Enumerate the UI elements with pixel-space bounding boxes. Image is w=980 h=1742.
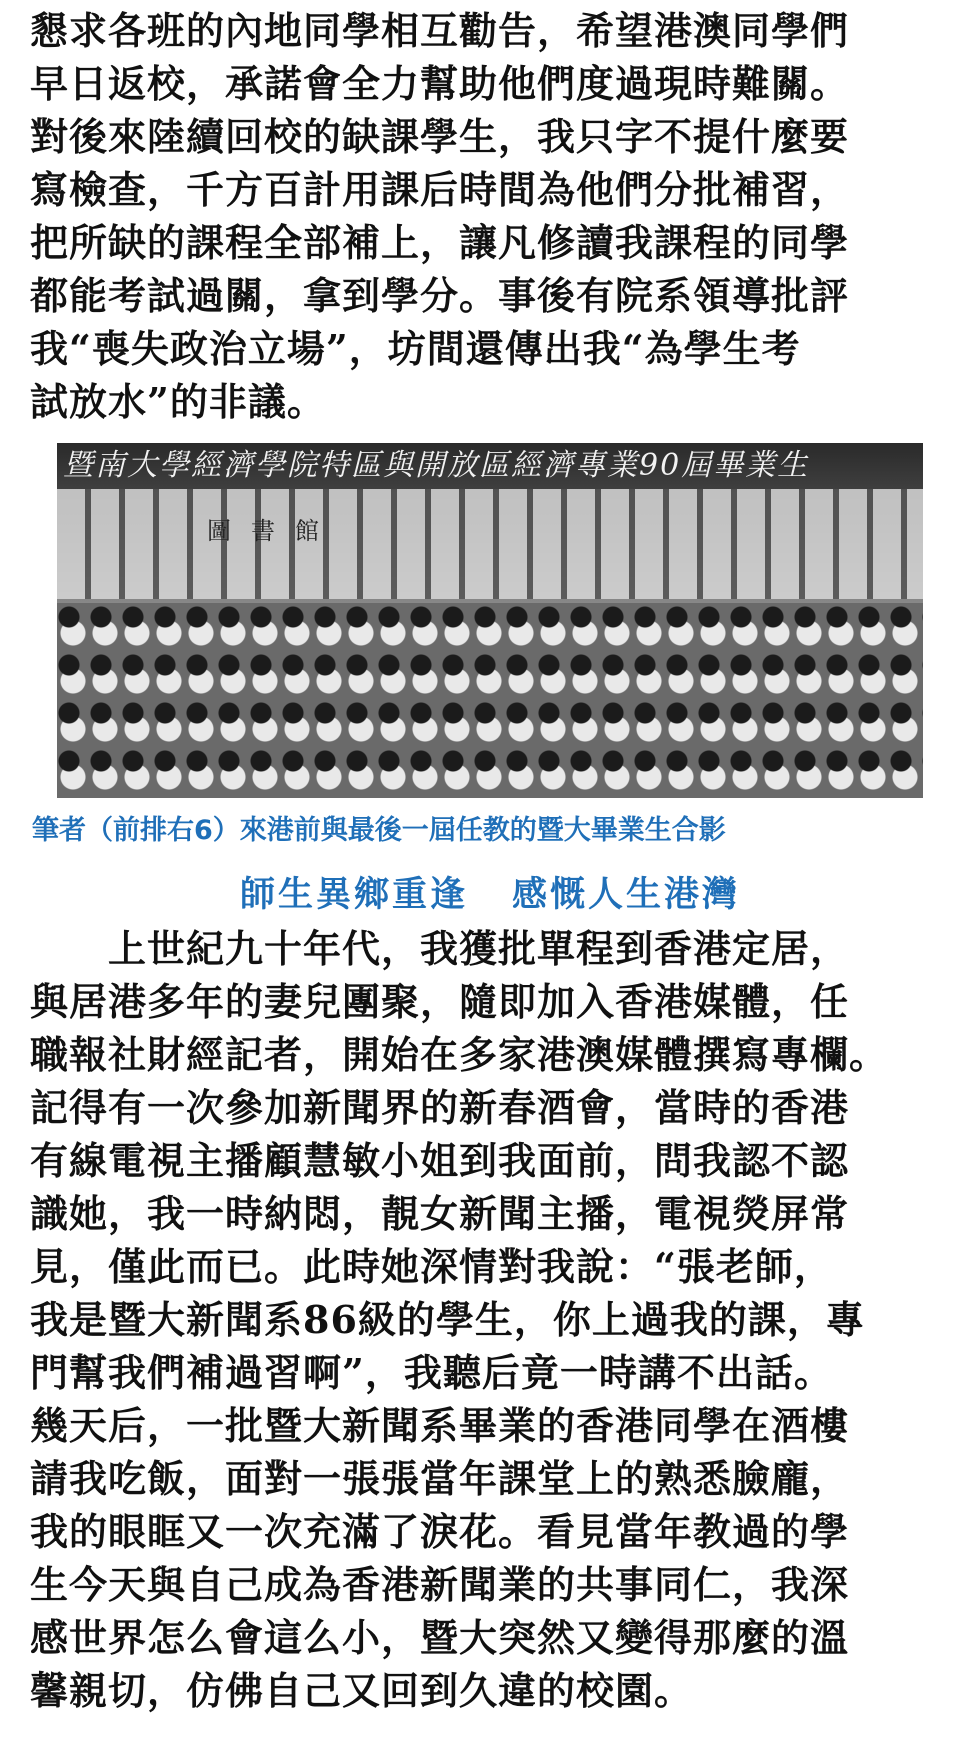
- section-heading-part-1: 師生異鄉重逢: [239, 875, 468, 915]
- photo-building: [57, 489, 923, 599]
- text-line: 見，僅此而已。此時她深情對我說：“張老師，: [30, 1244, 833, 1289]
- section-heading-part-2: 感慨人生港灣: [512, 875, 741, 915]
- text-line: 感世界怎么會這么小，暨大突然又變得那麼的溫: [30, 1615, 850, 1660]
- group-photo: [57, 443, 923, 798]
- text-line: 門幫我們補過習啊”，我聽后竟一時講不出話。: [30, 1350, 833, 1395]
- photo-caption: 筆者（前排右6）來港前與最後一屆任教的暨大畢業生合影: [32, 815, 726, 846]
- photo-building-sign: 圖書館: [207, 517, 339, 545]
- text-line: 與居港多年的妻兒團聚，隨即加入香港媒體，任: [30, 979, 850, 1024]
- text-line: 都能考試過關，拿到學分。事後有院系領導批評: [30, 273, 850, 318]
- text-line: 我的眼眶又一次充滿了淚花。看見當年教過的學: [30, 1509, 850, 1554]
- photo-graduates: [57, 603, 923, 798]
- text-line: 生今天與自己成為香港新聞業的共事同仁，我深: [30, 1562, 850, 1607]
- text-line: 對後來陸續回校的缺課學生，我只字不提什麼要: [30, 114, 850, 159]
- text-line: 記得有一次參加新聞界的新春酒會，當時的香港: [30, 1085, 850, 1130]
- text-line: 有線電視主播顧慧敏小姐到我面前，問我認不認: [30, 1138, 850, 1183]
- paragraph-1: [30, 4, 960, 428]
- text-line: 早日返校，承諾會全力幫助他們度過現時難關。: [30, 61, 850, 106]
- text-line: 馨親切，仿佛自己又回到久違的校園。: [30, 1668, 694, 1713]
- text-line: 職報社財經記者，開始在多家港澳媒體撰寫專欄。: [30, 1032, 889, 1077]
- text-line: 懇求各班的內地同學相互勸告，希望港澳同學們: [30, 8, 850, 53]
- paragraph-2: [30, 922, 960, 1717]
- text-line: 我“喪失政治立場”，坊間還傳出我“為學生考: [30, 326, 801, 371]
- text-line: 把所缺的課程全部補上，讓凡修讀我課程的同學: [30, 220, 850, 265]
- text-line: 寫檢查，千方百計用課后時間為他們分批補習，: [30, 167, 850, 212]
- text-line: 上世紀九十年代，我獲批單程到香港定居，: [30, 926, 850, 971]
- photo-banner-text: 暨南大學經濟學院特區與開放區經濟專業90屆畢業生: [63, 448, 810, 483]
- text-line: 試放水”的非議。: [30, 379, 326, 424]
- text-line: 幾天后，一批暨大新聞系畢業的香港同學在酒樓: [30, 1403, 850, 1448]
- section-heading: [0, 872, 980, 918]
- text-line: 我是暨大新聞系86級的學生，你上過我的課，專: [30, 1297, 865, 1342]
- text-line: 請我吃飯，面對一張張當年課堂上的熟悉臉龐，: [30, 1456, 850, 1501]
- text-line: 識她，我一時納悶，靚女新聞主播，電視熒屏常: [30, 1191, 850, 1236]
